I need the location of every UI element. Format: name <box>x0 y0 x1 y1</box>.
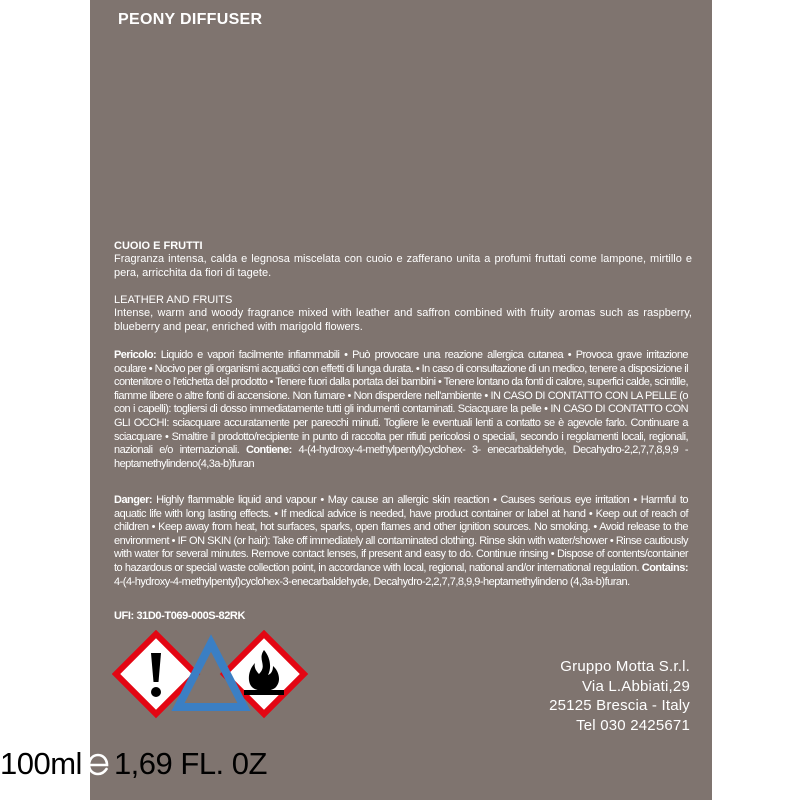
contains-label-it: Contiene: <box>245 444 292 457</box>
fragrance-heading-it: CUOIO E FRUTTI <box>114 240 203 252</box>
ufi-code: UFI: 31D0-T069-000S-82RK <box>114 610 246 622</box>
fragrance-description-it: Fragranza intensa, calda e legnosa miscelata con cuoio e zafferano unita a profumi fruttati come lampone, mirtillo e pera, arricchita da fiori di tagete. <box>114 253 692 279</box>
product-label <box>90 0 712 800</box>
fragrance-heading-en: LEATHER AND FRUITS <box>114 294 233 306</box>
volume-floz: 1,69 FL. 0Z <box>113 746 267 781</box>
fragrance-description-en: Intense, warm and woody fragrance mixed with leather and saffron combined with fruity aromas such as raspberry, blueberry and pear, enriched with marigold flowers. <box>114 307 692 333</box>
product-title: PEONY DIFFUSER <box>118 11 263 28</box>
volume-line <box>0 746 267 782</box>
volume-ml: 100ml <box>0 746 82 781</box>
hazard-text-it: Liquido e vapori facilmente infiammabili • Può provocare una reazione allergica cutanea • Provoca grave irritazione oculare • Nocivo per gli organismi acquatici con effetti di lunga durata. • In caso di consultazione di un medico, tenere a disposizione il contenitore o l'etichetta del prodotto • Tenere fuori dalla portata dei bambini • Tenere lontano da fonti di calore, superfici calde, scintille, fiamme libere o altre fonti di accensione. Non fumare • Non disperdere nell'ambiente • IN CASO DI CONTATTO CON LA PELLE (o con i capelli): togliersi di dosso immediatamente tutti gli indumenti contaminati. Sciacquare la pelle • IN CASO DI CONTATTO CON GLI OCCHI: sciacquare accuratamente per parecchi minuti. Togliere le eventuali lenti a contatto se è agevole farlo. Continuare a sciacquare • Smaltire il prodotto/recipiente in punto di raccolta per rifiuti pericolosi o speciali, secondo i regolamenti locali, regionali, nazionali e/o internazionali. <box>114 349 688 457</box>
flame-icon <box>224 634 304 714</box>
contains-text-en: 4-(4-hydroxy-4-methylpentyl)cyclohex-3-enecarbaldehyde, Decahydro-2,2,7,7,8,9,9-heptamethylindeno (4,3a-b)furan. <box>114 575 630 588</box>
hazard-text-en: Highly flammable liquid and vapour • May cause an allergic skin reaction • Causes serious eye irritation • Harmful to aquatic life with long lasting effects. • If medical advice is needed, have product container or label at hand • Keep out of reach of children • Keep away from heat, hot surfaces, sparks, open flames and other ignition sources. No smoking. • Avoid release to the environment • IF ON SKIN (or hair): Take off immediately all contaminated clothing. Rinse skin with water/shower • Rinse cautiously with water for several minutes. Remove contact lenses, if present and easy to do. Continue rinsing • Dispose of contents/container to hazardous or special waste collection point, in accordance with local, regional, national and/or international regulation. <box>114 494 688 574</box>
estimated-sign-icon <box>86 751 110 777</box>
contains-label-en: Contains: <box>641 561 688 574</box>
company-phone: Tel 030 2425671 <box>576 716 690 734</box>
hazard-label-it: Pericolo: <box>114 349 157 361</box>
hazard-warning-en <box>114 494 688 589</box>
hazard-warning-it <box>114 349 688 471</box>
company-city: 25125 Brescia - Italy <box>549 697 690 715</box>
company-street: Via L.Abbiati,29 <box>581 677 690 695</box>
company-address <box>549 657 690 735</box>
contains-text-it: 4-(4-hydroxy-4-methylpentyl)cyclohex- 3- enecarbaldehyde, Decahydro-2,2,7,7,8,9,9 - heptamethylindeno(4,3a-b)furan <box>114 444 688 470</box>
hazard-pictograms <box>112 630 312 730</box>
hazard-label-en: Danger: <box>114 494 153 506</box>
company-name: Gruppo Motta S.r.l. <box>560 658 690 675</box>
